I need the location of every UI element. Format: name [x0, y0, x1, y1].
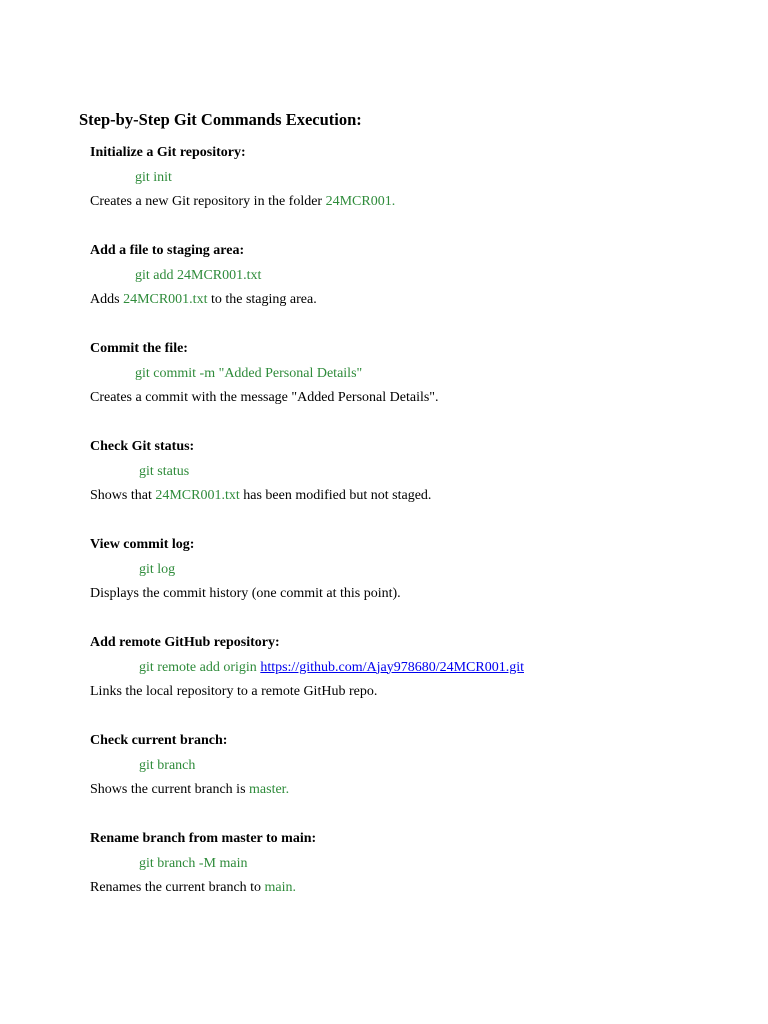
- step-description: [90, 291, 730, 309]
- step-command: [90, 561, 730, 579]
- command-text: git commit -m "Added Personal Details": [135, 365, 363, 381]
- command-text: git branch: [139, 757, 196, 773]
- description-text: Shows the current branch is: [90, 781, 250, 797]
- description-highlight: main: [264, 879, 293, 895]
- github-repo-link[interactable]: https://github.com/Ajay978680/24MCR001.git: [260, 659, 524, 675]
- step-description: [90, 683, 730, 701]
- step-command: [90, 463, 730, 481]
- command-text: git add 24MCR001.txt: [135, 267, 262, 283]
- step-add: [90, 242, 730, 309]
- step-heading: Check Git status:: [90, 439, 195, 454]
- step-status: [90, 438, 730, 505]
- step-init: [90, 144, 730, 211]
- step-heading: Add a file to staging area:: [90, 243, 245, 258]
- description-text-end: .: [391, 193, 396, 209]
- step-description: [90, 487, 730, 505]
- command-text: git log: [139, 561, 176, 577]
- description-text: Adds: [90, 291, 124, 307]
- command-text: git remote add origin: [139, 659, 261, 675]
- step-command: [90, 659, 730, 677]
- description-highlight: 24MCR001.txt: [155, 487, 240, 503]
- step-description: [90, 781, 730, 799]
- step-command: [90, 169, 730, 187]
- command-text: git branch -M main: [139, 855, 248, 871]
- step-description: [90, 879, 730, 897]
- step-description: [90, 389, 730, 407]
- step-description: [90, 193, 730, 211]
- step-command: [90, 267, 730, 285]
- step-heading: Initialize a Git repository:: [90, 145, 246, 160]
- description-text: Creates a commit with the message "Added Personal Details".: [90, 389, 439, 405]
- command-text: git init: [135, 169, 172, 185]
- step-heading: Check current branch:: [90, 733, 228, 748]
- description-text-end: has been modified but not staged.: [239, 487, 432, 503]
- command-text: git status: [139, 463, 190, 479]
- description-text: Links the local repository to a remote GitHub repo.: [90, 683, 378, 699]
- step-branch: [90, 732, 730, 799]
- step-remote: [90, 634, 730, 701]
- description-highlight: 24MCR001.txt: [123, 291, 208, 307]
- description-text-end: .: [285, 781, 290, 797]
- description-text-end: to the staging area.: [207, 291, 317, 307]
- step-heading: View commit log:: [90, 537, 195, 552]
- step-command: [90, 757, 730, 775]
- step-heading: Rename branch from master to main:: [90, 831, 317, 846]
- description-highlight: master: [249, 781, 286, 797]
- description-highlight: 24MCR001: [325, 193, 392, 209]
- step-heading: Add remote GitHub repository:: [90, 635, 280, 650]
- page-title: Step-by-Step Git Commands Execution:: [79, 110, 362, 129]
- step-log: [90, 536, 730, 603]
- step-command: [90, 855, 730, 873]
- step-rename-branch: [90, 830, 730, 897]
- description-text-end: .: [292, 879, 297, 895]
- step-description: [90, 585, 730, 603]
- step-heading: Commit the file:: [90, 341, 188, 356]
- description-text: Renames the current branch to: [90, 879, 265, 895]
- description-text: Shows that: [90, 487, 156, 503]
- description-text: Displays the commit history (one commit at this point).: [90, 585, 401, 601]
- description-text: Creates a new Git repository in the folder: [90, 193, 326, 209]
- step-commit: [90, 340, 730, 407]
- step-command: [90, 365, 730, 383]
